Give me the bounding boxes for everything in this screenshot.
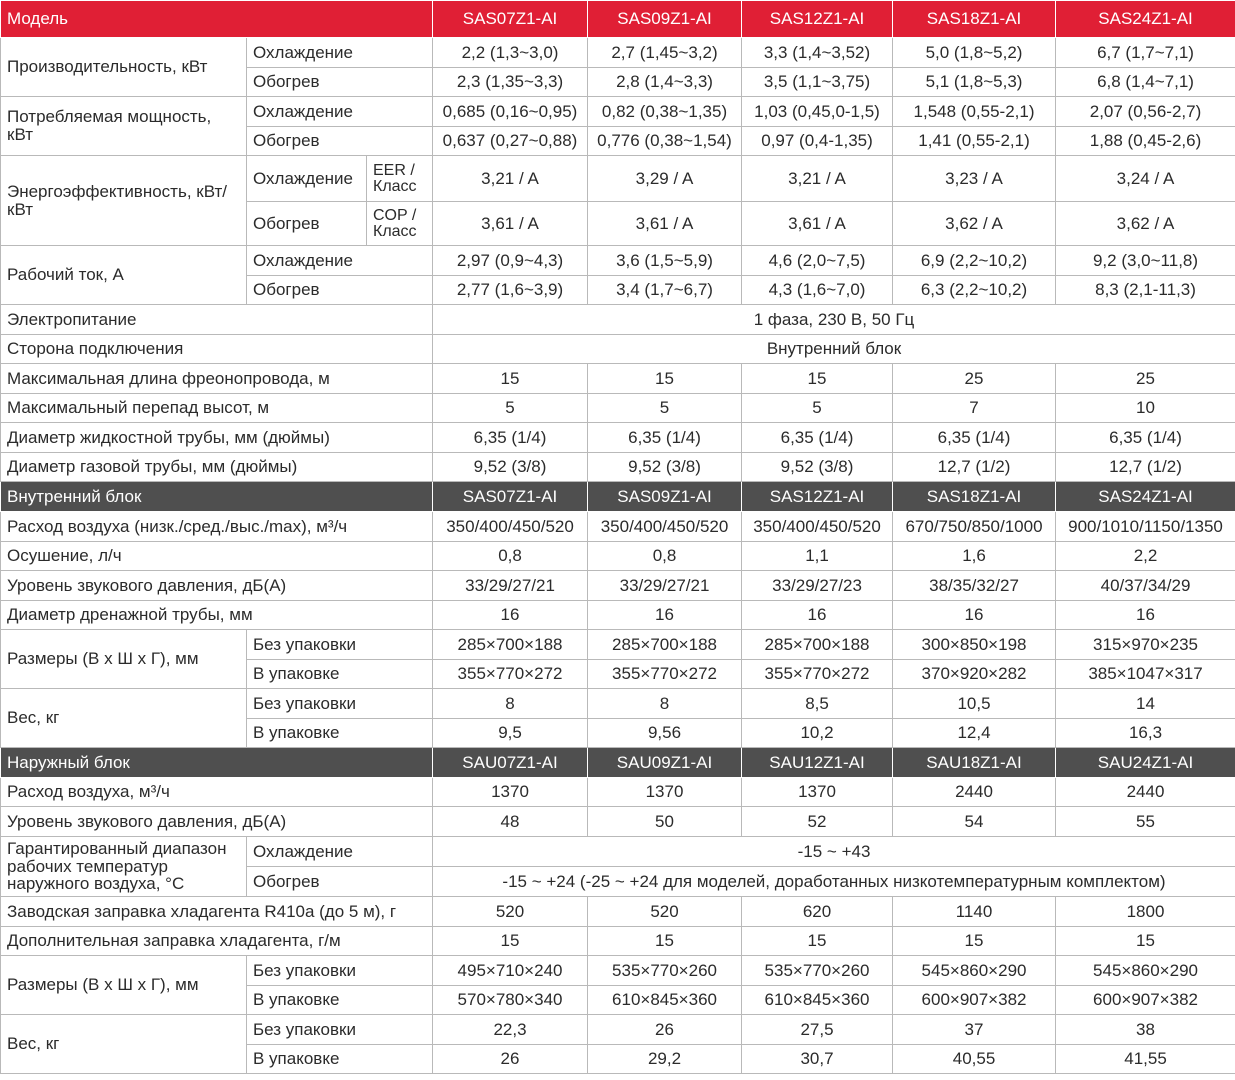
value-cell: 6,9 (2,2~10,2) [893, 246, 1056, 276]
value-cell: 355×770×272 [433, 660, 588, 689]
value-cell: 2,07 (0,56-2,7) [1056, 97, 1235, 127]
model-name: SAS12Z1-AI [742, 482, 893, 512]
value-cell: 5 [588, 394, 742, 423]
sub-label: Без упаковки [247, 956, 433, 986]
value-cell: 9,52 (3/8) [742, 453, 893, 482]
sub-label: Обогрев [247, 202, 367, 246]
value-cell: 1,41 (0,55-2,1) [893, 127, 1056, 156]
sub-label: Без упаковки [247, 689, 433, 719]
value-cell: 1370 [588, 778, 742, 807]
value-cell: 3,61 / A [433, 202, 588, 246]
table-row [1, 927, 1235, 956]
sub-label: Обогрев [247, 867, 433, 897]
value-cell: 52 [742, 807, 893, 837]
value-cell: 5 [742, 394, 893, 423]
value-cell: 300×850×198 [893, 630, 1056, 660]
value-cell: 285×700×188 [433, 630, 588, 660]
value-cell: 5 [433, 394, 588, 423]
value-cell: 22,3 [433, 1015, 588, 1045]
value-cell: 38 [1056, 1015, 1235, 1045]
table-row [1, 394, 1235, 423]
value-cell: 1,1 [742, 542, 893, 571]
value-cell: 2,8 (1,4~3,3) [588, 68, 742, 97]
value-cell: 4,6 (2,0~7,5) [742, 246, 893, 276]
row-label: Уровень звукового давления, дБ(А) [1, 807, 433, 837]
table-row [1, 423, 1235, 453]
model-name: SAS18Z1-AI [893, 482, 1056, 512]
value-cell: 3,24 / A [1056, 156, 1235, 202]
value-cell: 9,56 [588, 719, 742, 748]
value-cell: 6,35 (1/4) [588, 423, 742, 453]
value-cell: 15 [742, 364, 893, 394]
value-cell: 8 [433, 689, 588, 719]
table-row [1, 778, 1235, 807]
value-cell: 355×770×272 [742, 660, 893, 689]
section-title: Наружный блок [1, 748, 433, 778]
table-row [1, 542, 1235, 571]
value-cell: 12,7 (1/2) [1056, 453, 1235, 482]
row-label: Максимальная длина фреонопровода, м [1, 364, 433, 394]
value-cell: 1,6 [893, 542, 1056, 571]
value-cell: 14 [1056, 689, 1235, 719]
table-row [1, 364, 1235, 394]
value-cell: 9,2 (3,0~11,8) [1056, 246, 1235, 276]
value-cell: 30,7 [742, 1045, 893, 1074]
value-cell: 33/29/27/21 [433, 571, 588, 601]
value-cell: 40/37/34/29 [1056, 571, 1235, 601]
row-label: Дополнительная заправка хладагента, г/м [1, 927, 433, 956]
row-label: Вес, кг [1, 689, 247, 748]
value-cell: 9,52 (3/8) [433, 453, 588, 482]
value-cell: 25 [1056, 364, 1235, 394]
value-cell: 50 [588, 807, 742, 837]
row-label: Диаметр жидкостной трубы, мм (дюймы) [1, 423, 433, 453]
value-cell: 535×770×260 [742, 956, 893, 986]
row-label: Осушение, л/ч [1, 542, 433, 571]
row-label: Энергоэффективность, кВт/кВт [1, 156, 247, 246]
row-label: Максимальный перепад высот, м [1, 394, 433, 423]
value-cell: 15 [588, 927, 742, 956]
value-cell: 1140 [893, 897, 1056, 927]
value-cell: 2,77 (1,6~3,9) [433, 276, 588, 305]
sub-label: Обогрев [247, 276, 433, 305]
model-name: SAS24Z1-AI [1056, 1, 1235, 38]
value-cell: 3,5 (1,1~3,75) [742, 68, 893, 97]
outdoor-header-row [1, 748, 1235, 778]
sub-label: Охлаждение [247, 246, 433, 276]
value-cell: 27,5 [742, 1015, 893, 1045]
value-cell: 33/29/27/21 [588, 571, 742, 601]
value-cell: 5,0 (1,8~5,2) [893, 38, 1056, 68]
table-row [1, 837, 1235, 867]
indoor-header-row [1, 482, 1235, 512]
table-row [1, 156, 1235, 202]
row-label: Сторона подключения [1, 335, 433, 364]
value-cell: 355×770×272 [588, 660, 742, 689]
value-cell: 6,35 (1/4) [433, 423, 588, 453]
value-cell: 6,35 (1/4) [1056, 423, 1235, 453]
value-cell: 520 [433, 897, 588, 927]
value-cell: 3,4 (1,7~6,7) [588, 276, 742, 305]
row-label: Потребляемая мощность, кВт [1, 97, 247, 156]
model-name: SAU18Z1-AI [893, 748, 1056, 778]
row-label: Диаметр дренажной трубы, мм [1, 601, 433, 630]
value-cell: 545×860×290 [893, 956, 1056, 986]
section-title: Внутренний блок [1, 482, 433, 512]
value-cell: 620 [742, 897, 893, 927]
value-cell: 0,637 (0,27~0,88) [433, 127, 588, 156]
value-cell: 6,35 (1/4) [742, 423, 893, 453]
value-cell: 54 [893, 807, 1056, 837]
model-name: SAS09Z1-AI [588, 1, 742, 38]
value-cell: 350/400/450/520 [742, 512, 893, 542]
table-row [1, 246, 1235, 276]
model-name: SAS07Z1-AI [433, 1, 588, 38]
row-label: Вес, кг [1, 1015, 247, 1074]
sub-label: Охлаждение [247, 38, 433, 68]
value-cell: 3,29 / A [588, 156, 742, 202]
value-cell: 570×780×340 [433, 986, 588, 1015]
value-cell: 285×700×188 [742, 630, 893, 660]
value-cell: 15 [893, 927, 1056, 956]
value-cell: 5,1 (1,8~5,3) [893, 68, 1056, 97]
model-name: SAS07Z1-AI [433, 482, 588, 512]
value-cell: 10 [1056, 394, 1235, 423]
table-row [1, 689, 1235, 719]
value-cell: 0,82 (0,38~1,35) [588, 97, 742, 127]
value-cell: 7 [893, 394, 1056, 423]
value-cell: 3,62 / A [893, 202, 1056, 246]
value-cell: 10,2 [742, 719, 893, 748]
table-row [1, 1015, 1235, 1045]
value-cell: 2440 [1056, 778, 1235, 807]
value-cell: 2,3 (1,35~3,3) [433, 68, 588, 97]
sub-label: В упаковке [247, 986, 433, 1015]
value-cell: 0,97 (0,4-1,35) [742, 127, 893, 156]
row-label: Диаметр газовой трубы, мм (дюймы) [1, 453, 433, 482]
value-cell: 16,3 [1056, 719, 1235, 748]
sub-label: В упаковке [247, 1045, 433, 1074]
sub-label: Обогрев [247, 127, 433, 156]
value-cell: 0,776 (0,38~1,54) [588, 127, 742, 156]
value-cell: 1800 [1056, 897, 1235, 927]
value-cell: 2,2 (1,3~3,0) [433, 38, 588, 68]
value-cell: 55 [1056, 807, 1235, 837]
value-cell: -15 ~ +24 (-25 ~ +24 для моделей, доработанных низкотемпературным комплектом) [433, 867, 1235, 897]
value-cell: 610×845×360 [742, 986, 893, 1015]
row-label: Уровень звукового давления, дБ(А) [1, 571, 433, 601]
sub-label: Охлаждение [247, 837, 433, 867]
value-cell: 2,2 [1056, 542, 1235, 571]
value-cell: 520 [588, 897, 742, 927]
value-cell: 350/400/450/520 [433, 512, 588, 542]
row-label: Гарантированный диапазон рабочих температур наружного воздуха, °С [1, 837, 247, 897]
value-cell: 1370 [433, 778, 588, 807]
row-label: Электропитание [1, 305, 433, 335]
table-row [1, 512, 1235, 542]
value-cell: 370×920×282 [893, 660, 1056, 689]
model-name: SAU12Z1-AI [742, 748, 893, 778]
value-cell: 3,23 / A [893, 156, 1056, 202]
table-row [1, 571, 1235, 601]
value-cell: 1 фаза, 230 В, 50 Гц [433, 305, 1235, 335]
value-cell: 16 [588, 601, 742, 630]
value-cell: 8 [588, 689, 742, 719]
value-cell: 25 [893, 364, 1056, 394]
value-cell: 15 [433, 927, 588, 956]
table-row [1, 335, 1235, 364]
value-cell: 600×907×382 [893, 986, 1056, 1015]
value-cell: 315×970×235 [1056, 630, 1235, 660]
row-label: Расход воздуха (низк./сред./выс./max), м³/ч [1, 512, 433, 542]
value-cell: 610×845×360 [588, 986, 742, 1015]
value-cell: 1,03 (0,45,0-1,5) [742, 97, 893, 127]
value-cell: 1,88 (0,45-2,6) [1056, 127, 1235, 156]
value-cell: 6,8 (1,4~7,1) [1056, 68, 1235, 97]
value-cell: 285×700×188 [588, 630, 742, 660]
value-cell: 15 [742, 927, 893, 956]
value-cell: 2,97 (0,9~4,3) [433, 246, 588, 276]
value-cell: 37 [893, 1015, 1056, 1045]
value-cell: 9,52 (3/8) [588, 453, 742, 482]
table-row [1, 807, 1235, 837]
value-cell: 29,2 [588, 1045, 742, 1074]
table-row [1, 453, 1235, 482]
value-cell: 900/1010/1150/1350 [1056, 512, 1235, 542]
value-cell: 48 [433, 807, 588, 837]
sub-sub-label: COP / Класс [367, 202, 433, 246]
value-cell: 26 [588, 1015, 742, 1045]
row-label: Размеры (В x Ш x Г), мм [1, 956, 247, 1015]
value-cell: 26 [433, 1045, 588, 1074]
value-cell: -15 ~ +43 [433, 837, 1235, 867]
model-header-row [1, 1, 1235, 38]
value-cell: 10,5 [893, 689, 1056, 719]
table-row [1, 630, 1235, 660]
value-cell: 33/29/27/23 [742, 571, 893, 601]
sub-label: Охлаждение [247, 97, 433, 127]
value-cell: 535×770×260 [588, 956, 742, 986]
value-cell: 545×860×290 [1056, 956, 1235, 986]
sub-label: Охлаждение [247, 156, 367, 202]
row-label: Размеры (В x Ш x Г), мм [1, 630, 247, 689]
model-name: SAU09Z1-AI [588, 748, 742, 778]
value-cell: 3,61 / A [742, 202, 893, 246]
value-cell: 15 [588, 364, 742, 394]
value-cell: 1370 [742, 778, 893, 807]
value-cell: 8,5 [742, 689, 893, 719]
value-cell: 2440 [893, 778, 1056, 807]
model-name: SAS12Z1-AI [742, 1, 893, 38]
sub-label: Обогрев [247, 68, 433, 97]
row-label: Расход воздуха, м³/ч [1, 778, 433, 807]
sub-label: Без упаковки [247, 1015, 433, 1045]
model-name: SAU07Z1-AI [433, 748, 588, 778]
value-cell: 15 [1056, 927, 1235, 956]
sub-label: В упаковке [247, 719, 433, 748]
section-title: Модель [1, 1, 433, 38]
value-cell: 15 [433, 364, 588, 394]
table-row [1, 601, 1235, 630]
value-cell: 41,55 [1056, 1045, 1235, 1074]
value-cell: 1,548 (0,55-2,1) [893, 97, 1056, 127]
table-row [1, 956, 1235, 986]
value-cell: 3,6 (1,5~5,9) [588, 246, 742, 276]
sub-label: Без упаковки [247, 630, 433, 660]
value-cell: 670/750/850/1000 [893, 512, 1056, 542]
value-cell: 16 [433, 601, 588, 630]
value-cell: 16 [1056, 601, 1235, 630]
value-cell: 3,21 / A [742, 156, 893, 202]
value-cell: 6,7 (1,7~7,1) [1056, 38, 1235, 68]
value-cell: 12,7 (1/2) [893, 453, 1056, 482]
value-cell: 6,3 (2,2~10,2) [893, 276, 1056, 305]
value-cell: 40,55 [893, 1045, 1056, 1074]
row-label: Заводская заправка хладагента R410a (до 5 м), г [1, 897, 433, 927]
value-cell: 16 [742, 601, 893, 630]
row-label: Производительность, кВт [1, 38, 247, 97]
value-cell: 3,3 (1,4~3,52) [742, 38, 893, 68]
sub-label: В упаковке [247, 660, 433, 689]
table-row [1, 38, 1235, 68]
value-cell: 3,21 / A [433, 156, 588, 202]
table-row [1, 305, 1235, 335]
value-cell: 8,3 (2,1-11,3) [1056, 276, 1235, 305]
table-row [1, 897, 1235, 927]
value-cell: 6,35 (1/4) [893, 423, 1056, 453]
value-cell: 495×710×240 [433, 956, 588, 986]
value-cell: 600×907×382 [1056, 986, 1235, 1015]
table-row [1, 97, 1235, 127]
value-cell: Внутренний блок [433, 335, 1235, 364]
model-name: SAS24Z1-AI [1056, 482, 1235, 512]
value-cell: 3,61 / A [588, 202, 742, 246]
value-cell: 385×1047×317 [1056, 660, 1235, 689]
value-cell: 4,3 (1,6~7,0) [742, 276, 893, 305]
value-cell: 3,62 / A [1056, 202, 1235, 246]
sub-sub-label: EER / Класс [367, 156, 433, 202]
value-cell: 12,4 [893, 719, 1056, 748]
value-cell: 0,8 [433, 542, 588, 571]
value-cell: 0,8 [588, 542, 742, 571]
value-cell: 2,7 (1,45~3,2) [588, 38, 742, 68]
value-cell: 0,685 (0,16~0,95) [433, 97, 588, 127]
model-name: SAS09Z1-AI [588, 482, 742, 512]
row-label: Рабочий ток, А [1, 246, 247, 305]
value-cell: 38/35/32/27 [893, 571, 1056, 601]
model-name: SAS18Z1-AI [893, 1, 1056, 38]
value-cell: 9,5 [433, 719, 588, 748]
value-cell: 16 [893, 601, 1056, 630]
value-cell: 350/400/450/520 [588, 512, 742, 542]
model-name: SAU24Z1-AI [1056, 748, 1235, 778]
